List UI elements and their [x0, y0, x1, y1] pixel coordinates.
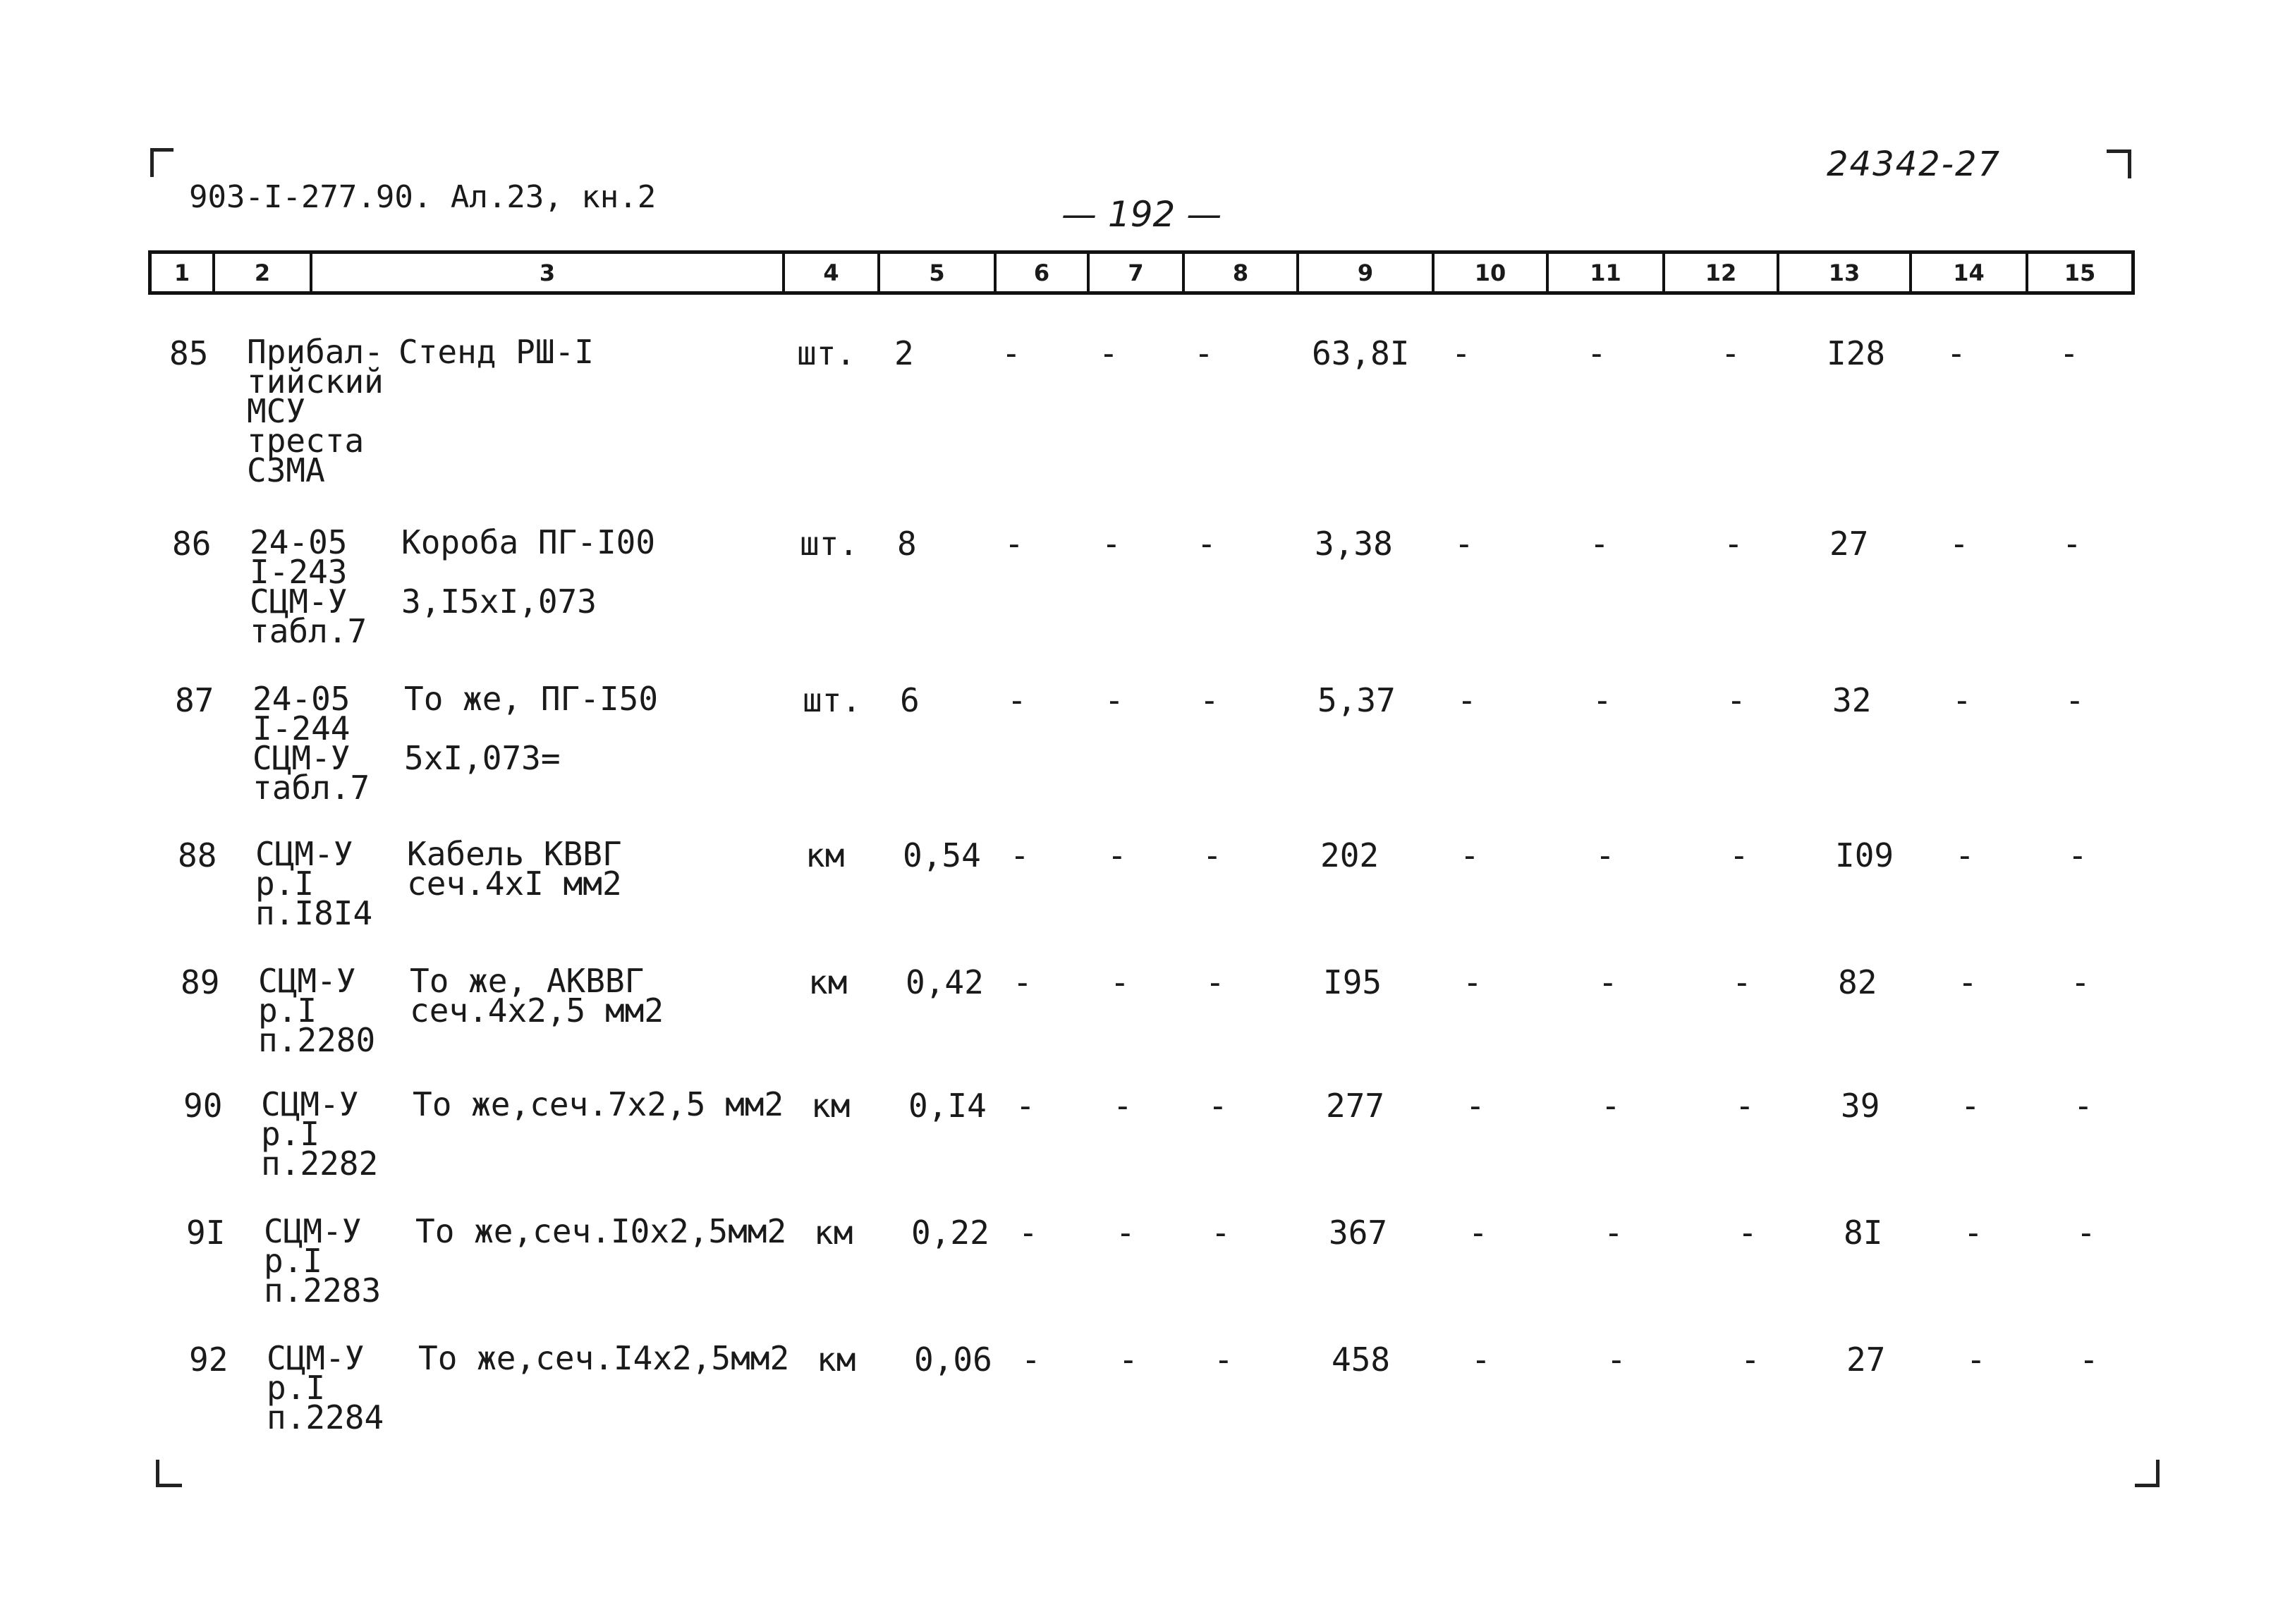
quantity: 0,42	[906, 963, 984, 1001]
source-reference: СЦМ-У р.I п.2280	[258, 962, 376, 1059]
cell-col-13: 82	[1838, 963, 1877, 1001]
column-header: 13	[1779, 254, 1912, 291]
cell-col-10: -	[1454, 525, 1474, 563]
column-header: 3	[312, 254, 785, 291]
cell-col-10: -	[1466, 1087, 1485, 1125]
source-reference: СЦМ-У р.I п.2284	[267, 1339, 384, 1436]
column-header: 4	[785, 254, 880, 291]
cell-col-13: 8I	[1844, 1214, 1883, 1252]
cell-col-9: 5,37	[1317, 681, 1396, 719]
cell-col-11: -	[1595, 836, 1615, 874]
cell-col-12: -	[1738, 1214, 1758, 1252]
cell-col-9: 202	[1320, 836, 1380, 874]
cell-col-7: -	[1113, 1087, 1133, 1125]
column-header: 9	[1299, 254, 1435, 291]
table-header	[148, 250, 2135, 295]
column-header: 15	[2064, 259, 2096, 286]
source-reference: СЦМ-У р.I п.2282	[261, 1085, 379, 1183]
page-number: — 192 —	[1061, 194, 1222, 235]
cell-col-11: -	[1601, 1087, 1621, 1125]
unit: шт.	[803, 681, 862, 719]
cell-col-13: 27	[1846, 1341, 1886, 1379]
cell-col-8: -	[1205, 963, 1225, 1001]
cell-col-7: -	[1104, 681, 1124, 719]
cell-col-14: -	[1949, 525, 1969, 563]
cell-col-14: -	[1958, 963, 1978, 1001]
cell-col-8: -	[1214, 1341, 1234, 1379]
cell-col-14: -	[1952, 681, 1972, 719]
column-header: 8	[1185, 254, 1299, 291]
cell-col-10: -	[1457, 681, 1477, 719]
cell-col-12: -	[1741, 1341, 1760, 1379]
cell-col-14: -	[1947, 334, 1966, 372]
quantity: 8	[897, 525, 917, 563]
quantity: 0,54	[903, 836, 981, 874]
cell-col-14: -	[1961, 1087, 1980, 1125]
cell-col-12: -	[1721, 334, 1741, 372]
cell-col-7: -	[1099, 334, 1119, 372]
row-number: 85	[169, 334, 209, 372]
cell-col-6: -	[1018, 1214, 1038, 1252]
corner-mark-bottom-right	[2135, 1460, 2160, 1487]
unit: км	[811, 1087, 851, 1125]
cell-col-9: 63,8I	[1312, 334, 1410, 372]
cell-col-15: -	[2079, 1341, 2099, 1379]
cell-col-15: -	[2076, 1214, 2096, 1252]
document-code: 903-I-277.90. Ал.23, кн.2	[189, 179, 657, 215]
unit: км	[817, 1341, 856, 1379]
cell-col-15: -	[2065, 681, 2085, 719]
cell-col-8: -	[1211, 1214, 1231, 1252]
cell-col-15: -	[2073, 1087, 2093, 1125]
item-name: Короба ПГ-I00 3,I5xI,073	[401, 523, 656, 621]
row-number: 92	[189, 1341, 229, 1379]
cell-col-14: -	[1955, 836, 1975, 874]
corner-mark-top-left	[150, 148, 173, 177]
unit: км	[808, 963, 848, 1001]
quantity: 0,22	[911, 1214, 989, 1252]
cell-col-9: I95	[1323, 963, 1382, 1001]
cell-col-14: -	[1966, 1341, 1986, 1379]
cell-col-13: 39	[1841, 1087, 1880, 1125]
column-header: 6	[997, 254, 1090, 291]
source-reference: 24-05 I-244 СЦМ-У табл.7	[252, 680, 370, 807]
column-header: 1	[152, 254, 215, 291]
quantity: 0,I4	[908, 1087, 987, 1125]
cell-col-8: -	[1194, 334, 1214, 372]
cell-col-15: -	[2059, 334, 2079, 372]
unit: км	[805, 836, 845, 874]
cell-col-12: -	[1724, 525, 1743, 563]
row-number: 87	[175, 681, 214, 719]
cell-col-13: I28	[1827, 334, 1886, 372]
column-header: 14	[1912, 254, 2028, 291]
cell-col-9: 3,38	[1315, 525, 1393, 563]
source-reference: 24-05 I-243 СЦМ-У табл.7	[250, 523, 367, 650]
item-name: То же,сеч.7x2,5 мм2	[413, 1085, 784, 1123]
cell-col-14: -	[1963, 1214, 1983, 1252]
row-number: 9I	[186, 1214, 226, 1252]
cell-col-8: -	[1197, 525, 1217, 563]
cell-col-15: -	[2068, 836, 2088, 874]
item-name: То же,сеч.I0x2,5мм2	[415, 1212, 787, 1250]
quantity: 6	[900, 681, 920, 719]
cell-col-10: -	[1468, 1214, 1488, 1252]
corner-mark-top-right	[2107, 149, 2131, 178]
cell-col-6: -	[1013, 963, 1033, 1001]
row-number: 86	[172, 525, 212, 563]
cell-col-6: -	[1016, 1087, 1035, 1125]
source-reference: СЦМ-У р.I п.I8I4	[255, 835, 373, 932]
cell-col-7: -	[1102, 525, 1121, 563]
unit: шт.	[800, 525, 859, 563]
cell-col-15: -	[2062, 525, 2082, 563]
column-header: 12	[1665, 254, 1779, 291]
quantity: 0,06	[914, 1341, 992, 1379]
sheet-number: 24342-27	[1827, 145, 2002, 184]
cell-col-6: -	[1010, 836, 1030, 874]
unit: шт.	[797, 334, 856, 372]
cell-col-10: -	[1460, 836, 1480, 874]
cell-col-12: -	[1729, 836, 1749, 874]
cell-col-11: -	[1590, 525, 1609, 563]
item-name: То же,сеч.I4x2,5мм2	[418, 1339, 790, 1377]
cell-col-8: -	[1202, 836, 1222, 874]
source-reference: СЦМ-У р.I п.2283	[264, 1212, 382, 1309]
cell-col-10: -	[1463, 963, 1482, 1001]
cell-col-13: 32	[1832, 681, 1872, 719]
cell-col-11: -	[1604, 1214, 1624, 1252]
source-reference: Прибал- тийский МСУ треста СЗМА	[247, 333, 384, 489]
item-name: Кабель КВВГ сеч.4xI мм2	[407, 835, 622, 903]
column-header: 5	[880, 254, 997, 291]
cell-col-6: -	[1021, 1341, 1041, 1379]
cell-col-13: I09	[1835, 836, 1894, 874]
corner-mark-bottom-left	[156, 1460, 182, 1487]
cell-col-11: -	[1607, 1341, 1626, 1379]
cell-col-7: -	[1107, 836, 1127, 874]
cell-col-13: 27	[1829, 525, 1869, 563]
cell-col-7: -	[1116, 1214, 1135, 1252]
cell-col-12: -	[1732, 963, 1752, 1001]
cell-col-8: -	[1200, 681, 1219, 719]
cell-col-6: -	[1001, 334, 1021, 372]
column-header: 7	[1090, 254, 1185, 291]
cell-col-6: -	[1007, 681, 1027, 719]
cell-col-7: -	[1110, 963, 1130, 1001]
cell-col-11: -	[1592, 681, 1612, 719]
column-header: 11	[1549, 254, 1665, 291]
cell-col-10: -	[1471, 1341, 1491, 1379]
row-number: 90	[183, 1087, 223, 1125]
row-number: 89	[181, 963, 220, 1001]
item-name: То же, АКВВГ сеч.4x2,5 мм2	[410, 962, 664, 1030]
cell-col-11: -	[1587, 334, 1607, 372]
cell-col-12: -	[1735, 1087, 1755, 1125]
item-name: Стенд РШ-I	[398, 333, 594, 371]
cell-col-12: -	[1726, 681, 1746, 719]
item-name: То же, ПГ-I50 5xI,073=	[404, 680, 659, 777]
column-header: 2	[215, 254, 312, 291]
cell-col-15: -	[2071, 963, 2090, 1001]
cell-col-10: -	[1451, 334, 1471, 372]
cell-col-11: -	[1598, 963, 1618, 1001]
cell-col-7: -	[1119, 1341, 1138, 1379]
cell-col-9: 367	[1329, 1214, 1388, 1252]
column-header: 10	[1435, 254, 1549, 291]
quantity: 2	[894, 334, 914, 372]
cell-col-9: 277	[1326, 1087, 1385, 1125]
cell-col-9: 458	[1332, 1341, 1391, 1379]
row-number: 88	[178, 836, 217, 874]
cell-col-8: -	[1208, 1087, 1228, 1125]
cell-col-6: -	[1004, 525, 1024, 563]
unit: км	[814, 1214, 853, 1252]
